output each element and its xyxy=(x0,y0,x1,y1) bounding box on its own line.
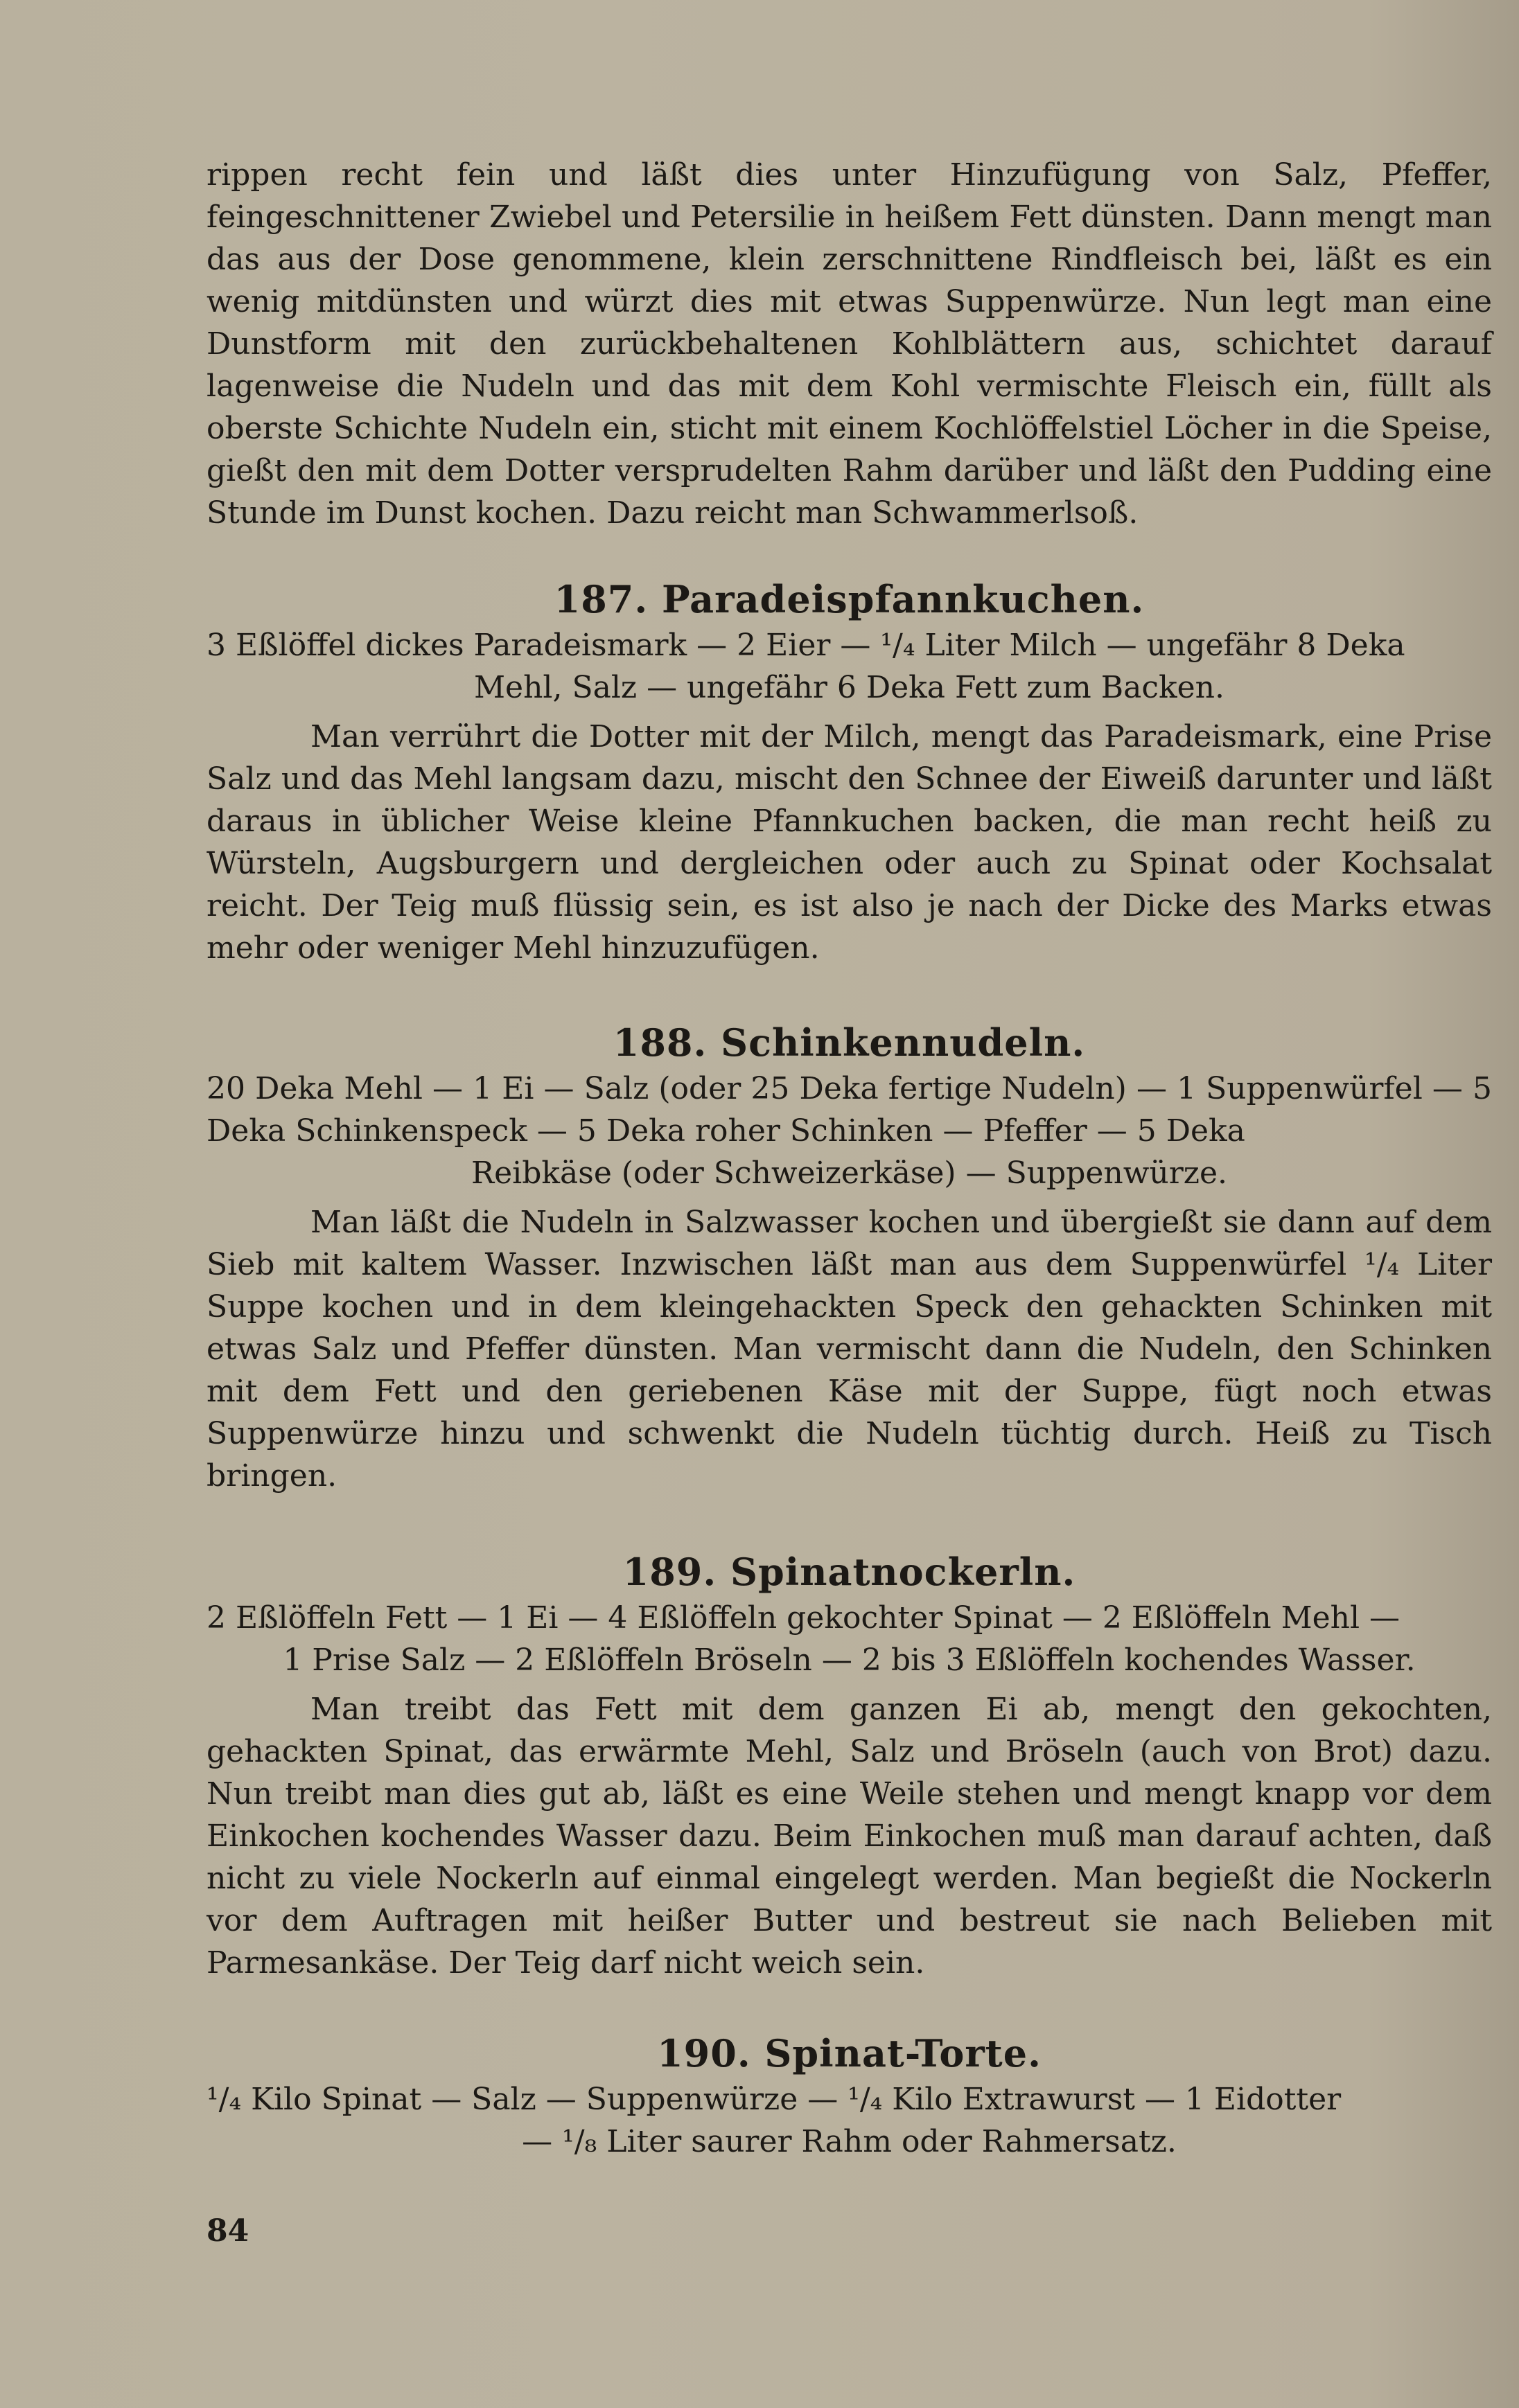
recipe-190-ingredients xyxy=(207,2078,1492,2163)
recipe-190-ingredients-line2: — ¹/₈ Liter saurer Rahm oder Rahmersatz. xyxy=(522,2124,1177,2159)
recipe-188-method: Man läßt die Nudeln in Salzwasser kochen und übergießt sie dann auf dem Sieb mit kaltem Wasser. Inzwischen läßt man aus dem Suppenwürfel ¹/₄ Liter Suppe kochen und in dem kleingehackten Speck den gehackten Schinken mit etwas Salz und Pfeffer dünsten. Man vermischt dann die Nudeln, den Schinken mit dem Fett und den geriebenen Käse mit der Suppe, fügt noch etwas Suppenwürze hinzu und schwenkt die Nudeln tüchtig durch. Heiß zu Tisch bringen. xyxy=(207,1205,1492,1494)
recipe-188-ingredients-line2: Reibkäse (oder Schweizerkäse) — Suppenwürze. xyxy=(471,1156,1228,1191)
recipe-190-title: 190. Spinat-Torte. xyxy=(657,2031,1042,2075)
recipe-187-title: 187. Paradeispfannkuchen. xyxy=(554,577,1145,621)
page-content xyxy=(207,154,1492,2163)
recipe-189-method: Man treibt das Fett mit dem ganzen Ei ab, mengt den gekochten, gehackten Spinat, das erwärmte Mehl, Salz und Bröseln (auch von Brot) dazu. Nun treibt man dies gut ab, läßt es eine Weile stehen und mengt knapp vor dem Einkochen kochendes Wasser dazu. Beim Einkochen muß man darauf achten, daß nicht zu viele Nockerln auf einmal eingelegt werden. Man begießt die Nockerln vor dem Auftragen mit heißer Butter und bestreut sie nach Belieben mit Parmesankäse. Der Teig darf nicht weich sein. xyxy=(207,1692,1492,1981)
recipe-188-title: 188. Schinkennudeln. xyxy=(613,1020,1086,1065)
recipe-187-ingredients-line1: 3 Eßlöffel dickes Paradeismark — 2 Eier — ¹/₄ Liter Milch — ungefähr 8 Deka xyxy=(207,628,1405,663)
recipe-189-ingredients-line2: 1 Prise Salz — 2 Eßlöffeln Bröseln — 2 bis 3 Eßlöffeln kochendes Wasser. xyxy=(283,1643,1416,1678)
recipe-189-ingredients xyxy=(207,1597,1492,1681)
recipe-189-title: 189. Spinatnockerln. xyxy=(622,1550,1076,1594)
recipe-187-method: Man verrührt die Dotter mit der Milch, mengt das Paradeismark, eine Prise Salz und das Mehl langsam dazu, mischt den Schnee der Eiweiß darunter und läßt daraus in üblicher Weise kleine Pfannkuchen backen, die man recht heiß zu Würsteln, Augsburgern und dergleichen oder auch zu Spinat oder Kochsalat reicht. Der Teig muß flüssig sein, es ist also je nach der Dicke des Marks etwas mehr oder weniger Mehl hinzuzufügen. xyxy=(207,719,1492,966)
recipe-187-ingredients-line2: Mehl, Salz — ungefähr 6 Deka Fett zum Backen. xyxy=(474,670,1224,705)
recipe-189-ingredients-line1: 2 Eßlöffeln Fett — 1 Ei — 4 Eßlöffeln gekochter Spinat — 2 Eßlöffeln Mehl — xyxy=(207,1600,1401,1636)
recipe-188-ingredients-line1: 20 Deka Mehl — 1 Ei — Salz (oder 25 Deka fertige Nudeln) — 1 Suppenwürfel — 5 Deka Schinkenspeck — 5 Deka roher Schinken — Pfeffer — 5 Deka xyxy=(207,1071,1492,1149)
recipe-188-ingredients xyxy=(207,1068,1492,1194)
intro-paragraph: rippen recht fein und läßt dies unter Hinzufügung von Salz, Pfeffer, feingeschnittener Zwiebel und Petersilie in heißem Fett dünsten. Dann mengt man das aus der Dose genommene, klein zerschnittene Rindfleisch bei, läßt es ein wenig mitdünsten und würzt dies mit etwas Suppenwürze. Nun legt man eine Dunstform mit den zurückbehaltenen Kohlblättern aus, schichtet darauf lagenweise die Nudeln und das mit dem Kohl vermischte Fleisch ein, füllt als oberste Schichte Nudeln ein, sticht mit einem Kochlöffelstiel Löcher in die Speise, gießt den mit dem Dotter versprudelten Rahm darüber und läßt den Pudding eine Stunde im Dunst kochen. Dazu reicht man Schwammerlsoß. xyxy=(207,157,1492,531)
recipe-187-ingredients xyxy=(207,624,1492,709)
page-number: 84 xyxy=(207,2213,249,2249)
recipe-190-ingredients-line1: ¹/₄ Kilo Spinat — Salz — Suppenwürze — ¹/₄ Kilo Extrawurst — 1 Eidotter xyxy=(207,2082,1342,2117)
